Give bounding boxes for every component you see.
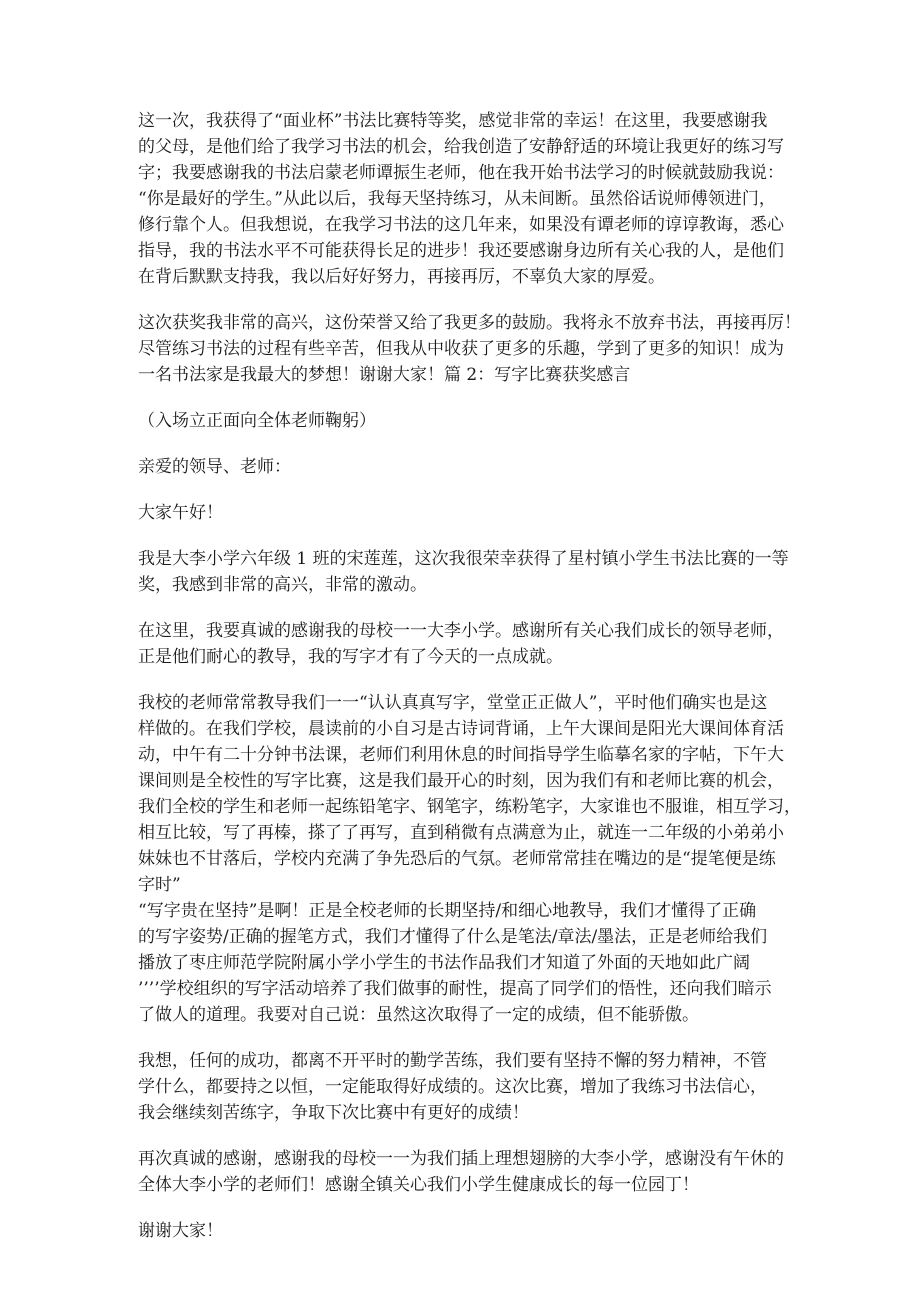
text-line: 的父母，是他们给了我学习书法的机会，给我创造了安静舒适的环境让我更好的练习写 (138, 137, 784, 157)
text-line: 修行靠个人。但我想说，在我学习书法的这几年来，如果没有谭老师的谆谆教诲，悉心 (138, 215, 784, 235)
text-line: 尽管练习书法的过程有些辛苦，但我从中收获了更多的乐趣，学到了更多的知识！成为 (138, 339, 784, 359)
text-line: 大家午好！ (138, 503, 223, 523)
paragraph-closing (138, 1218, 788, 1244)
text-line: 一名书法家是我最大的梦想！谢谢大家！篇 2：写字比赛获奖感言 (138, 365, 631, 385)
paragraph-final-thanks (138, 1146, 788, 1198)
text-line: 在背后默默支持我，我以后好好努力，再接再厉，不辜负大家的厚爱。 (138, 267, 665, 287)
text-line: 的写字姿势/正确的握笔方式，我们才懂得了什么是笔法/章法/墨法，正是老师给我们 (138, 927, 768, 947)
text-line: 奖，我感到非常的高兴，非常的激动。 (138, 575, 427, 595)
text-line: 学什么，都要持之以恒，一定能取得好成绩的。这次比赛，增加了我练习书法信心， (138, 1077, 767, 1097)
text-line: 字；我要感谢我的书法启蒙老师谭振生老师，他在我开始书法学习的时候就鼓励我说： (138, 163, 784, 183)
text-line: “写字贵在坚持”是啊！正是全校老师的长期坚持/和细心地教导，我们才懂得了正确 (138, 901, 757, 921)
text-line: 我校的老师常常教导我们一一“认认真真写字，堂堂正正做人”，平时他们确实也是这 (138, 693, 768, 713)
paragraph-persistence (138, 898, 788, 1028)
text-line: （入场立正面向全体老师鞠躬） (138, 411, 376, 431)
text-line: ’’’’学校组织的写字活动培养了我们做事的耐性，提高了同学们的悟性，还向我们暗示 (138, 979, 772, 999)
text-line: 播放了枣庄师范学院附属小学小学生的书法作品我们才知道了外面的天地如此广阔 (138, 953, 750, 973)
text-line: 谢谢大家！ (138, 1221, 223, 1241)
text-line: 我会继续刻苦练字，争取下次比赛中有更好的成绩！ (138, 1103, 529, 1123)
text-line: “你是最好的学生。”从此以后，我每天坚持练习，从未间断。虽然俗话说师傅领进门， (138, 189, 776, 209)
text-line: 这次获奖我非常的高兴，这份荣誉又给了我更多的鼓励。我将永不放弃书法，再接再厉！ (138, 313, 801, 333)
text-line: 动，中午有二十分钟书法课，老师们利用休息的时间指导学生临摹名家的字帖，下午大 (138, 745, 784, 765)
paragraph-effort (138, 1048, 788, 1126)
paragraph-school-thanks (138, 618, 788, 670)
text-line: 我想，任何的成功，都离不开平时的勤学苦练，我们要有坚持不懈的努力精神，不管 (138, 1051, 767, 1071)
text-line: 相互比较，写了再榛，搽了了再写，直到稍微有点满意为止，就连一二年级的小弟弟小 (138, 823, 784, 843)
text-line: 字时” (138, 875, 181, 895)
paragraph-stage-direction (138, 408, 788, 434)
paragraph-thanks (138, 108, 788, 290)
text-line: 全体大李小学的老师们！感谢全镇关心我们小学生健康成长的每一位园丁！ (138, 1175, 699, 1195)
text-line: 亲爱的领导、老师： (138, 457, 291, 477)
paragraph-joy (138, 310, 801, 388)
paragraph-greeting (138, 500, 788, 526)
paragraph-intro (138, 546, 788, 598)
text-line: 在这里，我要真诚的感谢我的母校一一大李小学。感谢所有关心我们成长的领导老师， (138, 621, 784, 641)
text-line: 我是大李小学六年级 1 班的宋莲莲，这次我很荣幸获得了星村镇小学生书法比赛的一等 (138, 549, 789, 569)
document-page (138, 108, 801, 1244)
text-line: 我们全校的学生和老师一起练铅笔字、钢笔字，练粉笔字，大家谁也不服谁，相互学习， (138, 797, 801, 817)
text-line: 这一次，我获得了“面业杯”书法比赛特等奖，感觉非常的幸运！在这里，我要感谢我 (138, 111, 768, 131)
text-line: 妹妹也不甘落后，学校内充满了争先恐后的气氛。老师常常挂在嘴边的是“提笔便是练 (138, 849, 776, 869)
text-line: 指导，我的书法水平不可能获得长足的进步！我还要感谢身边所有关心我的人，是他们 (138, 241, 784, 261)
paragraph-salutation (138, 454, 788, 480)
text-line: 正是他们耐心的教导，我的写字才有了今天的一点成就。 (138, 647, 563, 667)
paragraph-teachers (138, 690, 801, 898)
text-line: 再次真诚的感谢，感谢我的母校一一为我们插上理想翅膀的大李小学，感谢没有午休的 (138, 1149, 784, 1169)
text-line: 了做人的道理。我要对自己说：虽然这次取得了一定的成绩，但不能骄傲。 (138, 1005, 699, 1025)
text-line: 课间则是全校性的写字比赛，这是我们最开心的时刻，因为我们有和老师比赛的机会， (138, 771, 784, 791)
text-line: 样做的。在我们学校，晨读前的小自习是古诗词背诵，上午大课间是阳光大课间体育活 (138, 719, 784, 739)
